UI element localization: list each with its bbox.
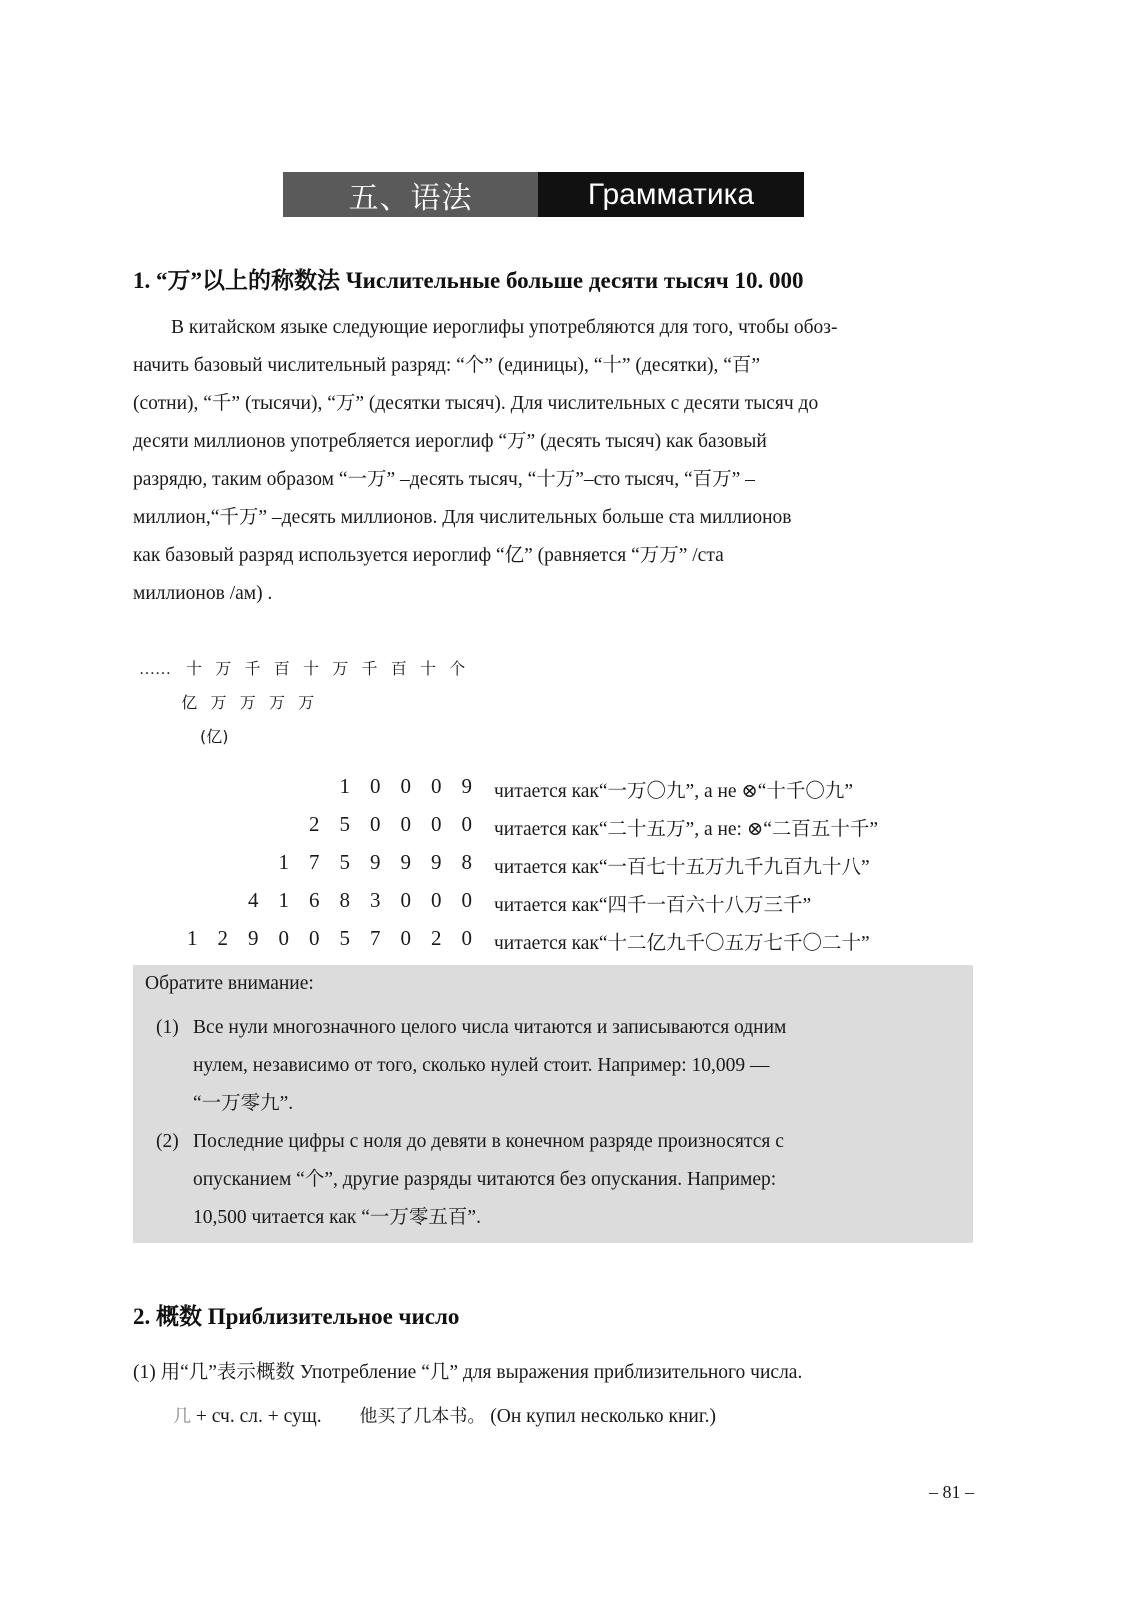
digit: 0 bbox=[309, 926, 320, 950]
paragraph-line: как базовый разряд используется иероглиф “亿” (равняется “万万” /ста bbox=[133, 545, 724, 566]
place-grid-row-2 bbox=[177, 690, 319, 714]
digit: 9 bbox=[400, 850, 411, 874]
digit: 8 bbox=[339, 888, 350, 912]
digit: 0 bbox=[400, 812, 411, 836]
digit: 0 bbox=[461, 888, 472, 912]
paragraph-line: миллион,“千万” –десять миллионов. Для числительных больше ста миллионов bbox=[133, 507, 792, 528]
paragraph-line: разрядю, таким образом “一万” –десять тысяч, “十万”–сто тысяч, “百万” – bbox=[133, 469, 755, 490]
example-formula-line bbox=[173, 1402, 716, 1428]
note-line: опусканием “个”, другие разряды читаются без опускания. Например: bbox=[193, 1169, 777, 1190]
example-number bbox=[238, 888, 482, 913]
digit: 1 bbox=[278, 888, 289, 912]
digit: 5 bbox=[339, 850, 350, 874]
subsection-1-title: (1) 用“几”表示概数 Употребление “几” для выражения приблизительного числа. bbox=[133, 1362, 803, 1383]
paragraph-line: (сотни), “千” (тысячи), “万” (десятки тысяч). Для числительных с десяти тысяч до bbox=[133, 393, 819, 414]
section-1-paragraph bbox=[133, 309, 973, 613]
digit: 0 bbox=[461, 926, 472, 950]
digit: 9 bbox=[461, 774, 472, 798]
place-char: 千 bbox=[361, 659, 378, 678]
note-item bbox=[156, 1123, 958, 1237]
digit: 0 bbox=[370, 812, 381, 836]
digit: 0 bbox=[370, 774, 381, 798]
example-number bbox=[177, 926, 482, 951]
example-reading: читается как“一万〇九”, а не ⊗“十千〇九” bbox=[494, 781, 854, 802]
example-sentence-cjk: 他买了几本书。 bbox=[359, 1406, 486, 1427]
digit: 0 bbox=[400, 926, 411, 950]
place-grid-row-1 bbox=[133, 656, 470, 680]
place-char: 万 bbox=[332, 659, 349, 678]
place-char: 十 bbox=[302, 659, 319, 678]
note-line: нулем, независимо от того, сколько нулей стоит. Например: 10,009 — bbox=[193, 1055, 770, 1076]
place-char: 万 bbox=[298, 693, 315, 712]
note-marker: (2) bbox=[156, 1131, 179, 1152]
place-char: 十 bbox=[419, 659, 436, 678]
note-line: “一万零九”. bbox=[193, 1093, 294, 1114]
formula-cjk: 几 bbox=[173, 1406, 191, 1427]
note-title: Обратите внимание: bbox=[145, 973, 314, 994]
example-number bbox=[299, 812, 482, 837]
place-char: 万 bbox=[268, 693, 285, 712]
digit: 3 bbox=[370, 888, 381, 912]
digit: 9 bbox=[370, 850, 381, 874]
section-2-heading: 2. 概数 Приблизительное число bbox=[133, 1304, 460, 1329]
paragraph-line: начить базовый числительный разряд: “个” (единицы), “十” (десятки), “百” bbox=[133, 355, 761, 376]
digit: 0 bbox=[278, 926, 289, 950]
place-char: 万 bbox=[215, 659, 232, 678]
digit: 2 bbox=[431, 926, 442, 950]
digit: 1 bbox=[339, 774, 350, 798]
note-item bbox=[156, 1009, 958, 1123]
paragraph-line: десяти миллионов употребляется иероглиф “万” (десять тысяч) как базовый bbox=[133, 431, 767, 452]
place-char: 千 bbox=[244, 659, 261, 678]
digit: 6 bbox=[309, 888, 320, 912]
digit: 0 bbox=[400, 774, 411, 798]
place-char: 亿 bbox=[181, 693, 198, 712]
note-line: Все нули многозначного целого числа читаются и записываются одним bbox=[193, 1017, 787, 1038]
page-number: – 81 – bbox=[929, 1482, 974, 1502]
note-line: Последние цифры с ноля до девяти в конечном разряде произносятся с bbox=[193, 1131, 784, 1152]
digit: 1 bbox=[278, 850, 289, 874]
digit: 0 bbox=[431, 888, 442, 912]
digit: 0 bbox=[400, 888, 411, 912]
ellipsis: …… bbox=[139, 661, 171, 678]
banner-russian-title: Грамматика bbox=[538, 172, 804, 217]
section-1-heading: 1. “万”以上的称数法 Числительные больше десяти тысяч 10. 000 bbox=[133, 268, 804, 293]
formula-text: + сч. сл. + сущ. bbox=[191, 1406, 322, 1427]
example-number bbox=[330, 774, 483, 799]
digit: 7 bbox=[309, 850, 320, 874]
digit: 0 bbox=[461, 812, 472, 836]
place-char: 万 bbox=[210, 693, 227, 712]
chapter-banner bbox=[283, 172, 804, 217]
place-char: 万 bbox=[239, 693, 256, 712]
digit: 8 bbox=[461, 850, 472, 874]
place-char: 十 bbox=[185, 659, 202, 678]
digit: 5 bbox=[339, 926, 350, 950]
paragraph-line: миллионов /ам) . bbox=[133, 583, 273, 604]
example-reading: читается как“十二亿九千〇五万七千〇二十” bbox=[494, 933, 870, 954]
note-box bbox=[133, 965, 973, 1243]
digit: 9 bbox=[248, 926, 259, 950]
example-reading: читается как“四千一百六十八万三千” bbox=[494, 895, 812, 916]
banner-chinese-title: 五、语法 bbox=[283, 172, 538, 217]
note-line: 10,500 читается как “一万零五百”. bbox=[193, 1207, 481, 1228]
place-grid-row-3: (亿) bbox=[200, 727, 229, 746]
digit: 0 bbox=[431, 812, 442, 836]
note-marker: (1) bbox=[156, 1017, 179, 1038]
digit: 7 bbox=[370, 926, 381, 950]
example-sentence-translation: (Он купил несколько книг.) bbox=[490, 1406, 717, 1427]
place-char: 百 bbox=[273, 659, 290, 678]
digit: 0 bbox=[431, 774, 442, 798]
digit: 4 bbox=[248, 888, 259, 912]
digit: 2 bbox=[309, 812, 320, 836]
example-reading: читается как“一百七十五万九千九百九十八” bbox=[494, 857, 870, 878]
example-reading: читается как“二十五万”, а не: ⊗“二百五十千” bbox=[494, 819, 879, 840]
digit: 9 bbox=[431, 850, 442, 874]
digit: 5 bbox=[339, 812, 350, 836]
example-number bbox=[269, 850, 483, 875]
place-char: 百 bbox=[390, 659, 407, 678]
place-char: 个 bbox=[449, 659, 466, 678]
digit: 2 bbox=[217, 926, 228, 950]
paragraph-line: В китайском языке следующие иероглифы употребляются для того, чтобы обоз- bbox=[171, 317, 838, 338]
digit: 1 bbox=[187, 926, 198, 950]
